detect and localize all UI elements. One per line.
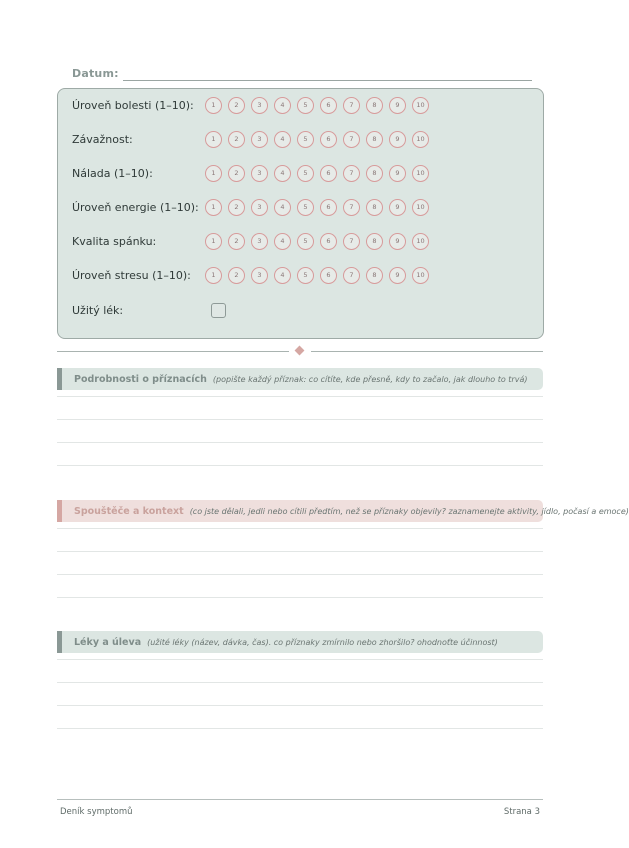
rating-option[interactable]: 8	[366, 165, 383, 182]
writing-line[interactable]	[57, 705, 543, 706]
rating-option[interactable]: 1	[205, 97, 222, 114]
rating-scale	[205, 165, 435, 182]
rating-option[interactable]: 1	[205, 199, 222, 216]
writing-line[interactable]	[57, 528, 543, 529]
rating-option[interactable]: 2	[228, 165, 245, 182]
rating-option[interactable]: 7	[343, 131, 360, 148]
writing-line[interactable]	[57, 419, 543, 420]
medication-label: Užitý lék:	[72, 303, 124, 317]
section-header-triggers	[57, 500, 629, 522]
rating-label: Úroveň energie (1–10):	[72, 200, 199, 214]
section-title: Spouštěče a kontext	[74, 505, 184, 517]
rating-option[interactable]: 6	[320, 267, 337, 284]
rating-row-mood	[72, 163, 435, 183]
rating-option[interactable]: 4	[274, 199, 291, 216]
rating-option[interactable]: 8	[366, 267, 383, 284]
rating-row-sleep	[72, 231, 435, 251]
rating-option[interactable]: 5	[297, 165, 314, 182]
rating-option[interactable]: 5	[297, 199, 314, 216]
rating-option[interactable]: 4	[274, 97, 291, 114]
rating-row-severity	[72, 129, 435, 149]
rating-label: Úroveň bolesti (1–10):	[72, 98, 194, 112]
rating-option[interactable]: 7	[343, 199, 360, 216]
section-header-medication-relief	[57, 631, 543, 653]
rating-option[interactable]: 6	[320, 131, 337, 148]
rating-option[interactable]: 2	[228, 97, 245, 114]
rating-option[interactable]: 4	[274, 131, 291, 148]
section-accent-bar	[57, 500, 62, 522]
rating-option[interactable]: 3	[251, 233, 268, 250]
rating-option[interactable]: 3	[251, 199, 268, 216]
rating-option[interactable]: 6	[320, 199, 337, 216]
section-accent-bar	[57, 368, 62, 390]
date-input-line[interactable]	[123, 67, 532, 81]
rating-option[interactable]: 6	[320, 233, 337, 250]
rating-option[interactable]: 3	[251, 165, 268, 182]
writing-line[interactable]	[57, 551, 543, 552]
rating-option[interactable]: 9	[389, 199, 406, 216]
date-label: Datum:	[72, 67, 119, 80]
rating-option[interactable]: 7	[343, 165, 360, 182]
rating-option[interactable]: 9	[389, 165, 406, 182]
rating-option[interactable]: 5	[297, 97, 314, 114]
rating-row-energy	[72, 197, 435, 217]
writing-line[interactable]	[57, 597, 543, 598]
rating-row-stress	[72, 265, 435, 285]
rating-option[interactable]: 10	[412, 267, 429, 284]
footer-divider	[57, 799, 543, 800]
writing-line[interactable]	[57, 465, 543, 466]
writing-line[interactable]	[57, 442, 543, 443]
rating-option[interactable]: 6	[320, 97, 337, 114]
writing-line[interactable]	[57, 396, 543, 397]
rating-option[interactable]: 2	[228, 267, 245, 284]
rating-option[interactable]: 5	[297, 267, 314, 284]
rating-option[interactable]: 2	[228, 233, 245, 250]
section-hint: (co jste dělali, jedli nebo cítili předtím, než se příznaky objevily? zaznamenejte aktivity, jídlo, počasí a emoce)	[189, 506, 629, 516]
rating-option[interactable]: 5	[297, 131, 314, 148]
section-accent-bar	[57, 631, 62, 653]
diamond-ornament-icon	[295, 346, 305, 356]
rating-scale	[205, 267, 435, 284]
rating-option[interactable]: 10	[412, 233, 429, 250]
section-title: Podrobnosti o příznacích	[74, 373, 207, 385]
rating-option[interactable]: 8	[366, 233, 383, 250]
rating-option[interactable]: 1	[205, 165, 222, 182]
rating-option[interactable]: 9	[389, 233, 406, 250]
rating-row-pain	[72, 95, 435, 115]
rating-option[interactable]: 2	[228, 131, 245, 148]
rating-label: Nálada (1–10):	[72, 166, 153, 180]
rating-option[interactable]: 9	[389, 267, 406, 284]
rating-option[interactable]: 2	[228, 199, 245, 216]
rating-option[interactable]: 3	[251, 267, 268, 284]
footer-page-number: Strana 3	[503, 807, 540, 817]
writing-line[interactable]	[57, 682, 543, 683]
rating-option[interactable]: 3	[251, 97, 268, 114]
section-hint: (popište každý příznak: co cítíte, kde přesně, kdy to začalo, jak dlouho to trvá)	[212, 374, 528, 384]
rating-option[interactable]: 4	[274, 165, 291, 182]
rating-option[interactable]: 3	[251, 131, 268, 148]
writing-line[interactable]	[57, 574, 543, 575]
rating-option[interactable]: 10	[412, 131, 429, 148]
rating-option[interactable]: 7	[343, 267, 360, 284]
rating-option[interactable]: 7	[343, 233, 360, 250]
ratings-card	[57, 88, 544, 339]
rating-option[interactable]: 9	[389, 131, 406, 148]
section-header-symptom-details	[57, 368, 543, 390]
divider-right	[311, 351, 543, 352]
rating-option[interactable]: 7	[343, 97, 360, 114]
rating-scale	[205, 233, 435, 250]
footer-journal-title: Deník symptomů	[60, 807, 133, 817]
writing-line[interactable]	[57, 659, 543, 660]
rating-label: Závažnost:	[72, 132, 133, 146]
rating-option[interactable]: 10	[412, 165, 429, 182]
rating-option[interactable]: 1	[205, 131, 222, 148]
writing-line[interactable]	[57, 728, 543, 729]
rating-option[interactable]: 5	[297, 233, 314, 250]
section-hint: (užité léky (název, dávka, čas). co příznaky zmírnilo nebo zhoršilo? ohodnoťte účinnost)	[147, 637, 498, 647]
rating-option[interactable]: 8	[366, 131, 383, 148]
rating-scale	[205, 199, 435, 216]
rating-option[interactable]: 4	[274, 233, 291, 250]
rating-scale	[205, 131, 435, 148]
rating-option[interactable]: 8	[366, 199, 383, 216]
rating-option[interactable]: 6	[320, 165, 337, 182]
medication-row	[72, 300, 226, 320]
rating-option[interactable]: 10	[412, 199, 429, 216]
rating-option[interactable]: 9	[389, 97, 406, 114]
rating-option[interactable]: 1	[205, 233, 222, 250]
rating-option[interactable]: 10	[412, 97, 429, 114]
rating-option[interactable]: 8	[366, 97, 383, 114]
rating-option[interactable]: 4	[274, 267, 291, 284]
rating-label: Kvalita spánku:	[72, 234, 157, 248]
medication-checkbox[interactable]	[211, 303, 226, 318]
rating-option[interactable]: 1	[205, 267, 222, 284]
rating-scale	[205, 97, 435, 114]
date-row	[72, 63, 532, 81]
divider-left	[57, 351, 289, 352]
rating-label: Úroveň stresu (1–10):	[72, 268, 191, 282]
section-title: Léky a úleva	[74, 636, 142, 648]
